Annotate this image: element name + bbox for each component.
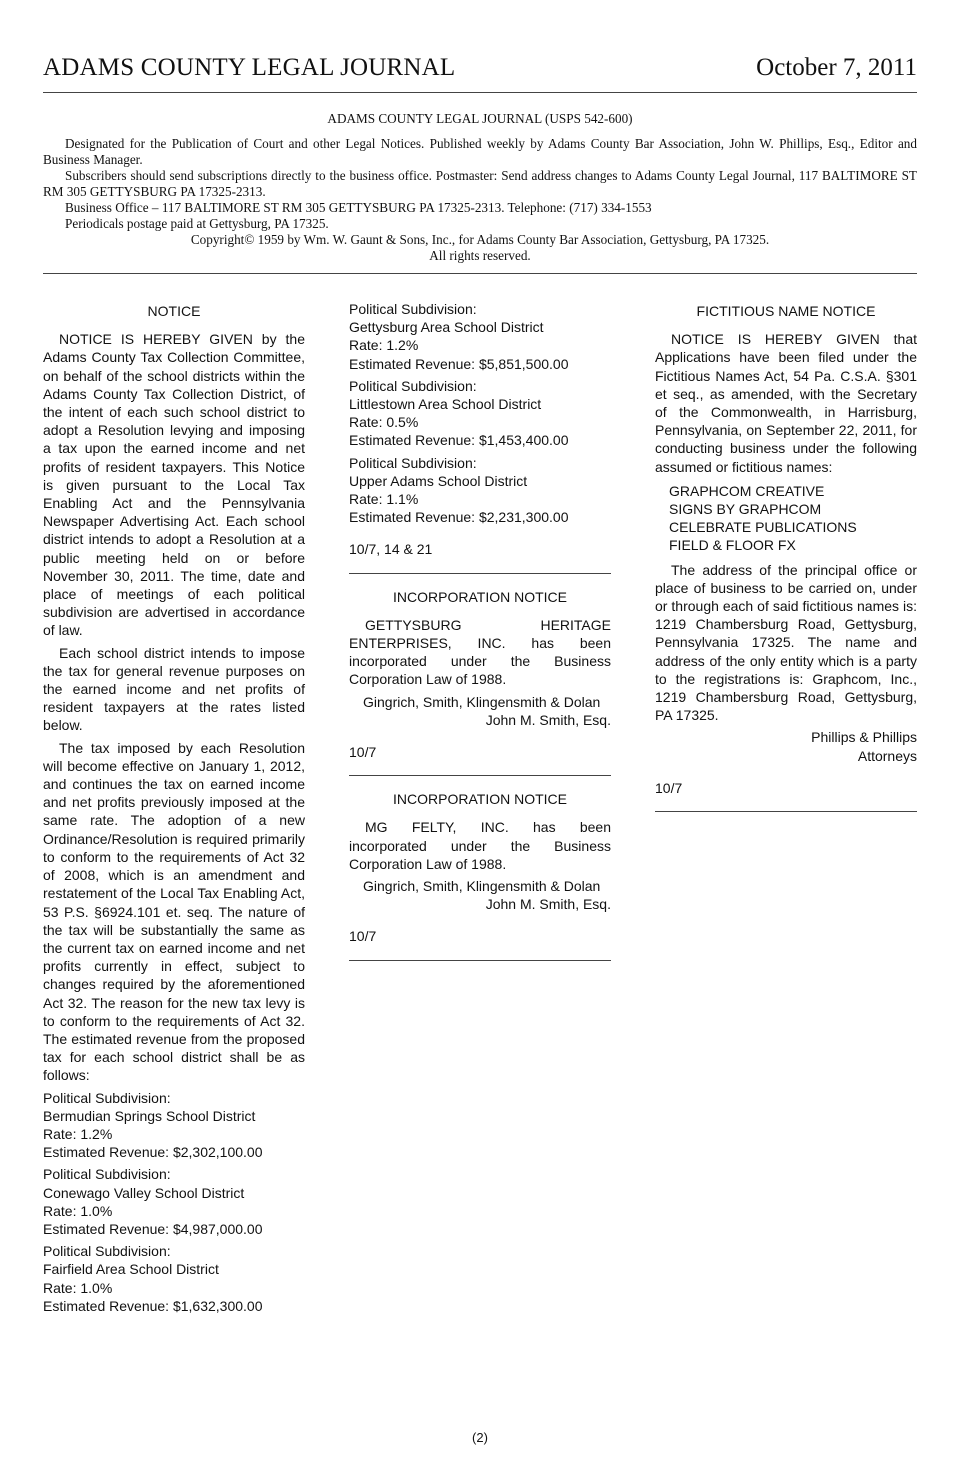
column-2 — [349, 300, 611, 975]
usps-line: ADAMS COUNTY LEGAL JOURNAL (USPS 542-600) — [327, 111, 633, 126]
incorporation-heading: INCORPORATION NOTICE — [393, 791, 567, 808]
header-divider — [43, 92, 917, 93]
subdivision-label: Political Subdivision: — [349, 454, 477, 471]
masthead — [43, 54, 917, 90]
subdivision-entry — [43, 1242, 305, 1315]
subdivision-name: Conewago Valley School District — [43, 1184, 245, 1201]
fictitious-name-item: FIELD & FLOOR FX — [669, 537, 796, 554]
subdivision-label: Political Subdivision: — [349, 377, 477, 394]
periodicals-text: Periodicals postage paid at Gettysburg, PA 17325. — [65, 216, 329, 231]
subdivision-revenue: Estimated Revenue: $5,851,500.00 — [349, 355, 569, 372]
designated-text: Designated for the Publication of Court and other Legal Notices. Published weekly by Adams County Bar Association, John W. Phillips, Esq., Editor and Business Manager. — [43, 136, 917, 167]
subdivision-revenue: Estimated Revenue: $1,632,300.00 — [43, 1297, 263, 1314]
subdivision-rate: Rate: 1.1% — [349, 491, 419, 508]
subdivision-revenue: Estimated Revenue: $4,987,000.00 — [43, 1220, 263, 1237]
incorporation-date: 10/7 — [349, 744, 377, 761]
subdivision-label: Political Subdivision: — [349, 301, 477, 317]
incorporation-body: GETTYSBURG HERITAGE ENTERPRISES, INC. has been incorporated under the Business Corporation Law of 1988. — [349, 616, 611, 688]
issue-date: October 7, 2011 — [756, 54, 917, 81]
copyright-text: Copyright© 1959 by Wm. W. Gaunt & Sons, Inc., for Adams County Bar Association, Gettysburg, PA 17325. — [190, 232, 770, 247]
subdivision-rate: Rate: 1.2% — [43, 1125, 113, 1142]
fictitious-heading: FICTITIOUS NAME NOTICE — [696, 303, 876, 319]
subdivision-revenue: Estimated Revenue: $2,231,300.00 — [349, 509, 569, 526]
notice-divider — [349, 573, 611, 574]
business-office-text: Business Office – 117 BALTIMORE ST RM 305 GETTYSBURG PA 17325-2313. Telephone: (717) 334-1553 — [65, 200, 652, 215]
info-divider — [43, 273, 917, 274]
notice-divider — [655, 811, 917, 812]
page-number: (2) — [472, 1430, 488, 1445]
column-3 — [655, 300, 917, 826]
law-firm: Gingrich, Smith, Klingensmith & Dolan — [363, 693, 601, 710]
subdivision-rate: Rate: 1.2% — [349, 337, 419, 354]
fictitious-name-item: GRAPHCOM CREATIVE — [669, 482, 825, 499]
column-1 — [43, 300, 305, 1319]
attorney-name: John M. Smith, Esq. — [485, 711, 611, 728]
rights-text: All rights reserved. — [429, 248, 531, 263]
subdivision-entry — [349, 377, 611, 450]
subdivision-revenue: Estimated Revenue: $2,302,100.00 — [43, 1144, 263, 1161]
notice-paragraph: The tax imposed by each Resolution will become effective on January 1, 2012, and continues the tax on earned income and net profits previously imposed at the same rate. The adoption of a new Ordinance/Resolution is required primarily to conform to the requirements of Act 32 of 2008, which is an amendment and restatement of the Local Tax Enabling Act, 53 P.S. §6924.101 et. seq. The nature of the tax will be substantially the same as the current tax on earned income and net profits currently in effect, subject to changes required by the aforementioned Act 32. The reason for the new tax levy is to conform to the requirements of Act 32. The estimated revenue from the proposed tax for each school district shall be as follows: — [43, 739, 305, 1084]
subscribers-text: Subscribers should send subscriptions directly to the business office. Postmaster: Send address changes to Adams County Legal Journal, 117 BALTIMORE ST RM 305 GETTYSBURG PA 17325-2313. — [43, 168, 917, 199]
incorporation-date: 10/7 — [349, 928, 377, 945]
attorney-name: John M. Smith, Esq. — [485, 896, 611, 913]
fictitious-date: 10/7 — [655, 779, 683, 796]
subdivision-label: Political Subdivision: — [43, 1166, 171, 1183]
incorporation-body: MG FELTY, INC. has been incorporated under the Business Corporation Law of 1988. — [349, 819, 611, 872]
subdivision-revenue: Estimated Revenue: $1,453,400.00 — [349, 432, 569, 449]
notice-divider — [349, 960, 611, 961]
attorney-title: Attorneys — [857, 747, 917, 764]
subdivision-label: Political Subdivision: — [43, 1243, 171, 1260]
fictitious-address: The address of the principal office or place of business to be carried on, under or through each of said fictitious names is: 1219 Chambersburg Road, Gettysburg, Pennsylvania 17325. The name and address of the only entity which is a party to the registrations is: Graphcom, Inc., 1219 Chambersburg Road, Gettysburg, PA 17325. — [655, 561, 917, 724]
journal-title: ADAMS COUNTY LEGAL JOURNAL — [43, 54, 456, 81]
notice-heading: NOTICE — [147, 303, 201, 319]
notice-paragraph: Each school district intends to impose the tax for general revenue purposes on the earned income and net profits of resident taxpayers at the rates listed below. — [43, 644, 305, 734]
subdivision-entry — [349, 300, 611, 373]
journal-page — [43, 0, 917, 1483]
subdivision-entry — [349, 454, 611, 527]
fictitious-name-item: CELEBRATE PUBLICATIONS — [669, 519, 857, 536]
publication-info — [43, 111, 917, 264]
subdivision-rate: Rate: 1.0% — [43, 1202, 113, 1219]
subdivision-name: Gettysburg Area School District — [349, 319, 544, 336]
subdivision-rate: Rate: 0.5% — [349, 414, 419, 431]
subdivision-label: Political Subdivision: — [43, 1089, 171, 1106]
subdivision-entry — [43, 1165, 305, 1238]
incorporation-heading: INCORPORATION NOTICE — [393, 588, 567, 605]
law-firm: Gingrich, Smith, Klingensmith & Dolan — [363, 878, 601, 895]
subdivision-name: Bermudian Springs School District — [43, 1107, 256, 1124]
notice-paragraph: NOTICE IS HEREBY GIVEN by the Adams County Tax Collection Committee, on behalf of the school districts within the Adams County Tax Collection District, of the intent of each such school district to adopt a Resolution levying and imposing a tax upon the earned income and net profits of resident taxpayers. This Notice is given pursuant to the Local Tax Enabling Act and the Pennsylvania Newspaper Advertising Act. Each school district intends to adopt a Resolution at a public meeting held on or before November 30, 2011. The time, date and place of meetings of each political subdivision are advertised in accordance of law. — [43, 331, 305, 639]
subdivision-rate: Rate: 1.0% — [43, 1279, 113, 1296]
subdivision-name: Fairfield Area School District — [43, 1261, 219, 1278]
notice-dates: 10/7, 14 & 21 — [349, 541, 433, 558]
notice-divider — [349, 775, 611, 776]
subdivision-name: Upper Adams School District — [349, 472, 528, 489]
fictitious-names — [655, 482, 917, 555]
fictitious-body: NOTICE IS HEREBY GIVEN that Applications have been filed under the Fictitious Names Act, 54 Pa. C.S.A. §301 et seq., as amended, with the Secretary of the Commonwealth, in Harrisburg, Pennsylvania, on September 22, 2011, for conducting business under the following assumed or fictitious names: — [655, 331, 917, 475]
law-firm: Phillips & Phillips — [811, 729, 917, 746]
subdivision-name: Littlestown Area School District — [349, 396, 542, 413]
subdivision-entry — [43, 1089, 305, 1162]
fictitious-name-item: SIGNS BY GRAPHCOM — [669, 501, 822, 518]
